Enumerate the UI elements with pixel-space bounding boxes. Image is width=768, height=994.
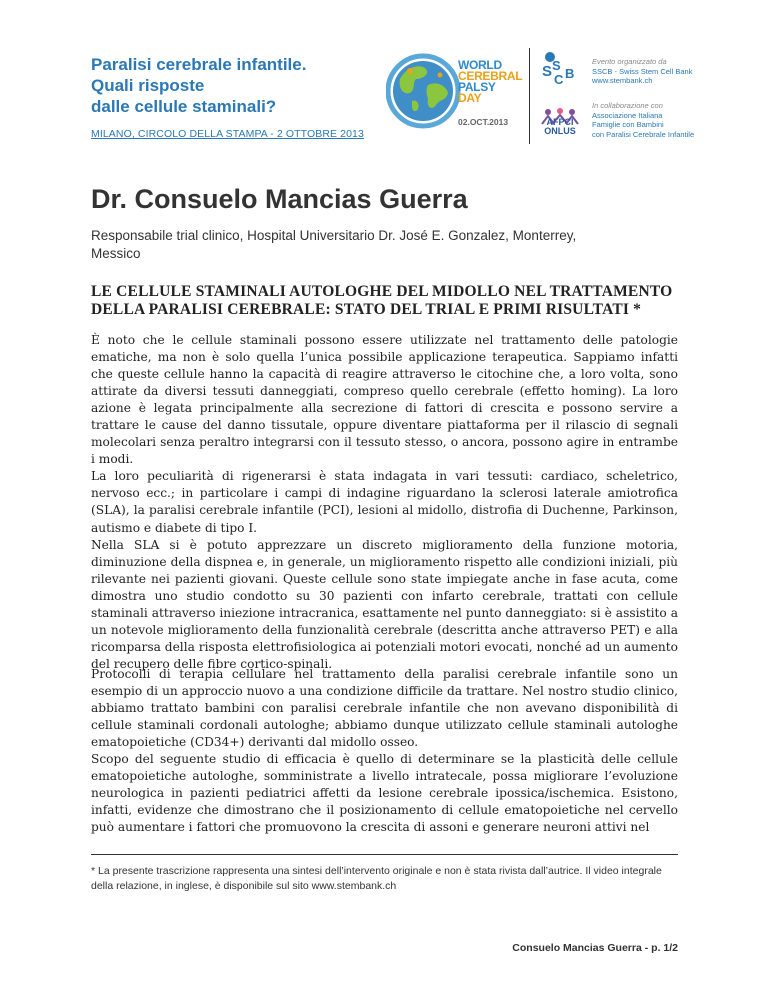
- header-divider: [529, 48, 530, 144]
- organizer-info: [592, 57, 692, 86]
- svg-text:C: C: [554, 72, 564, 87]
- event-title: Paralisi cerebrale infantile. Quali risposte dalle cellule staminali?: [91, 55, 307, 116]
- footnote: * La presente trascrizione rappresenta una sintesi dell’intervento originale e non è stata rivista dall’autrice. Il video integrale della relazione, in inglese, è disponibile sul sito www.stembank.ch: [91, 865, 662, 892]
- wcpd-date: 02.OCT.2013: [458, 117, 509, 127]
- sscb-logo-icon: [538, 50, 580, 88]
- footnote-divider: [91, 854, 678, 855]
- svg-text:B: B: [565, 66, 575, 81]
- afpci-text: AFPCI: [546, 117, 574, 127]
- page-header: [0, 0, 768, 160]
- body-section-2: [91, 666, 678, 836]
- partner-line-3: con Paralisi Cerebrale Infantile: [592, 129, 695, 139]
- wcpd-line-3: PALSY: [458, 80, 496, 94]
- speaker-affiliation: Responsabile trial clinico, Hospital Universitario Dr. José E. Gonzalez, Monterrey, Messico: [91, 228, 577, 261]
- event-subtitle[interactable]: MILANO, CIRCOLO DELLA STAMPA - 2 OTTOBRE 2013: [91, 128, 364, 140]
- body-paragraph-4: Protocolli di terapia cellulare nel trattamento della paralisi cerebrale infantile sono un esempio di un approccio nuovo a una condizione difficile da trattare. Nel nostro studio clinico, abbiamo trattato bambini con paralisi cerebrale infantile che non avevano disponibilità di cellule staminali cordonali autologhe; abbiamo dunque utilizzato cellule staminali autologhe ematopoietiche (CD34+) derivanti dal midollo osseo.: [91, 667, 678, 750]
- svg-text:S: S: [542, 63, 553, 80]
- organizer-url[interactable]: www.stembank.ch: [592, 76, 653, 85]
- body-paragraph-3: Nella SLA si è potuto apprezzare un discreto miglioramento della funzione motoria, diminuzione della dispnea e, in generale, un miglioramento rispetto alle condizioni iniziali, più rilevante nei pazienti giovani. Queste cellule sono state impiegate anche in fase acuta, come dimostra uno studio condotto su 30 pazienti con infarto cerebrale, trattati con cellule staminali attraverso iniezione intracranica, esattamente nel punto danneggiato: si è assistito a un notevole miglioramento della funzionalità cerebrale (descritta anche attraverso PET) e alla ricomparsa della risposta elettrofisiologica ai potenziali motori evocati, nonché ad un aumento del recupero delle fibre cortico-spinali.: [91, 537, 678, 671]
- partner-line-1: Associazione Italiana: [592, 110, 663, 120]
- wcpd-line-4: DAY: [458, 91, 482, 105]
- organizer-caption: Evento organizzato da: [592, 57, 667, 66]
- body-paragraph-1: È noto che le cellule staminali possono essere utilizzate nel trattamento delle patologie ematiche, ma non è solo quella l’unica possibile applicazione terapeutica. Sappiamo infatti che queste cellule hanno la capacità di reagire attraverso le citochine che, a loro volta, sono attirate da diversi tessuti danneggiati, compreso quello cerebrale (effetto homing). La loro azione è legata principalmente alla secrezione di fattori di crescita e possono servire a trattare le cause del danno tissutale, oppure diventare piattaforma per il rilascio di segnali molecolari senza peraltro integrarsi con il tessuto stesso, o ancora, possono agire in entrambe i modi.: [91, 333, 678, 467]
- wcpd-wordmark: [458, 60, 522, 104]
- talk-title: LE CELLULE STAMINALI AUTOLOGHE DEL MIDOLLO NEL TRATTAMENTO DELLA PARALISI CEREBRALE: STATO DEL TRIAL E PRIMI RISULTATI *: [91, 283, 673, 318]
- body-section-1: [91, 332, 678, 673]
- body-paragraph-2: La loro peculiarità di rigenerarsi è stata indagata in vari tessuti: cardiaco, scheletrico, nervoso ecc.; in particolare i campi di indagine riguardano la sclerosi laterale amiotrofica (SLA), la paralisi cerebrale infantile (PCI), lesioni al midollo, distrofia di Duchenne, Parkinson, autismo e diabete di tipo I.: [91, 469, 678, 535]
- partner-caption: In collaborazione con: [592, 101, 663, 110]
- wcpd-line-1: WORLD: [458, 58, 502, 72]
- organizer-name: SSCB - Swiss Stem Cell Bank: [592, 66, 693, 76]
- body-paragraph-5: Scopo del seguente studio di efficacia è quello di determinare se la plasticità delle cellule ematopoietiche autologhe, somministrate a livello intratecale, possa migliorare l’evoluzione neurologica in pazienti pediatrici affetti da lesione cerebrale ipossica/ischemica. Esistono, infatti, evidenze che dimostrano che il posizionamento di cellule ematopoietiche nel cervello può aumentare i fattori che promuovono la crescita di assoni e generare neuroni attivi nel: [91, 752, 678, 835]
- onlus-text: ONLUS: [544, 126, 576, 136]
- partner-info: [592, 101, 694, 139]
- partner-line-2: Famiglie con Bambini: [592, 120, 664, 129]
- speaker-name: Dr. Consuelo Mancias Guerra: [91, 184, 468, 214]
- afpci-label: [538, 118, 582, 136]
- wcpd-line-2: CEREBRAL: [458, 69, 523, 83]
- svg-text:S: S: [552, 58, 561, 73]
- page-footer: Consuelo Mancias Guerra - p. 1/2: [512, 942, 678, 954]
